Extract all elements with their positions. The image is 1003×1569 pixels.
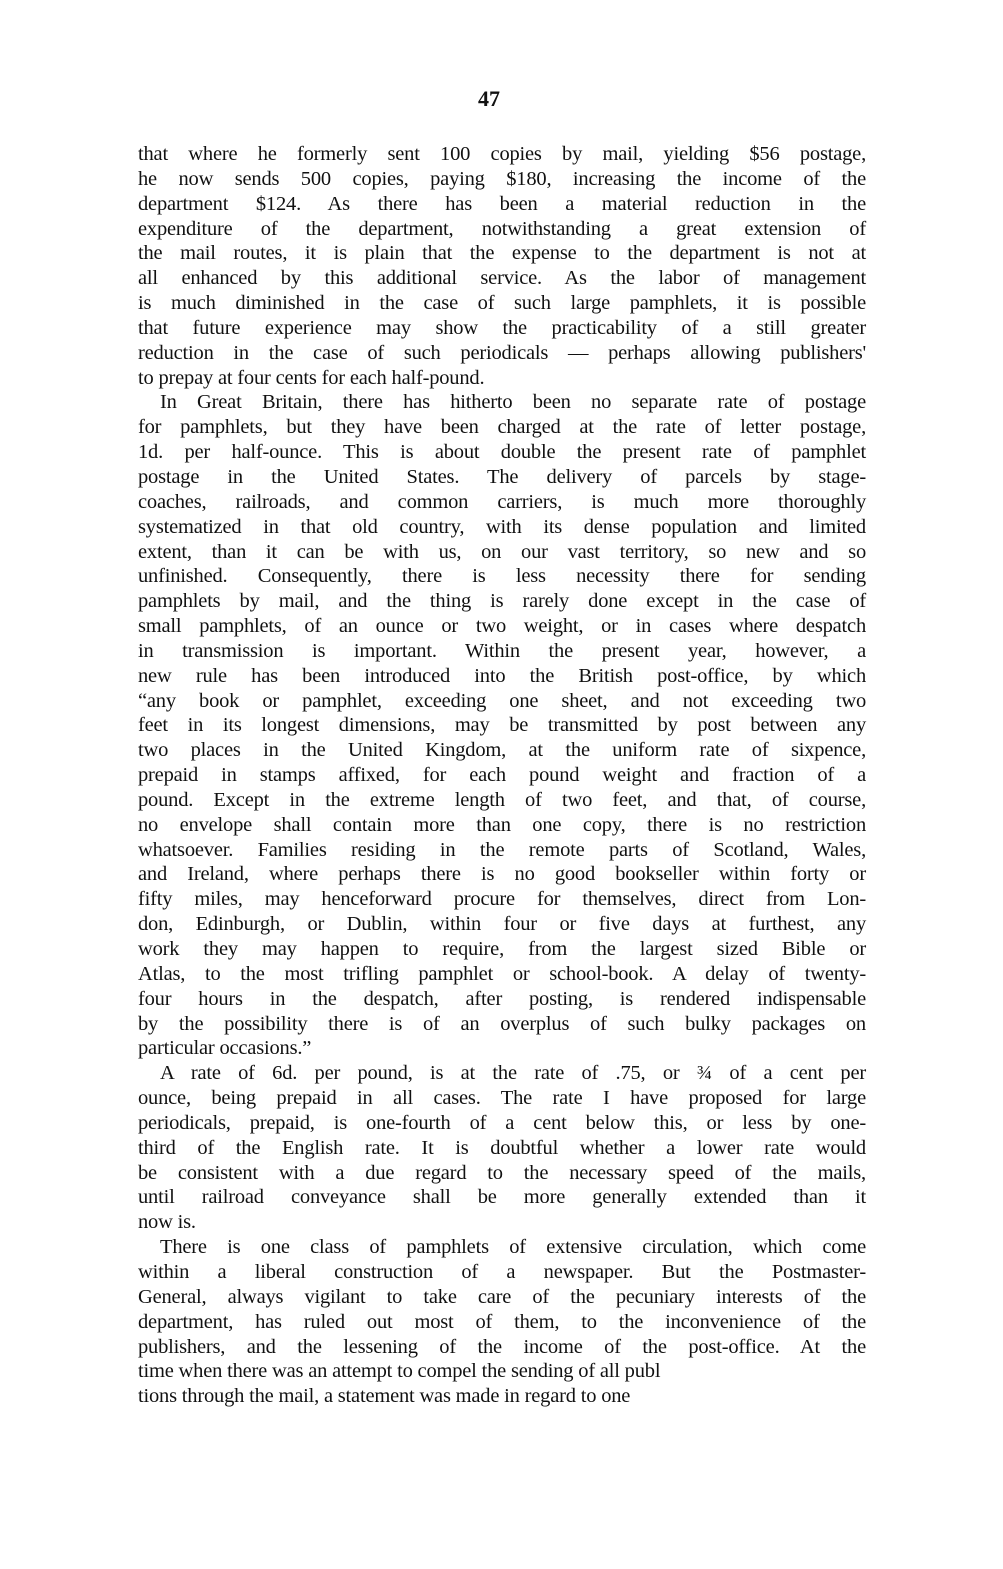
text-line: department, has ruled out most of them, to the inconvenience of the [138,1310,866,1333]
text-line: postage in the United States. The delivery of parcels by stage- [138,465,866,488]
paragraph [138,1061,866,1235]
body-text [138,142,866,1409]
text-line: two places in the United Kingdom, at the uniform rate of sixpence, [138,739,866,762]
text-line: 1d. per half-ounce. This is about double the present rate of pamphlet [138,441,866,464]
text-line: within a liberal construction of a newspaper. But the Postmaster- [138,1260,866,1283]
page-number: 47 [478,86,500,111]
text-line: coaches, railroads, and common carriers, is much more thoroughly [138,490,866,513]
text-line: now is. [138,1211,196,1234]
text-line: fifty miles, may henceforward procure for themselves, direct from Lon- [138,888,866,911]
text-line: There is one class of pamphlets of extensive circulation, which come [160,1236,866,1259]
text-line: third of the English rate. It is doubtful whether a lower rate would [138,1136,866,1159]
text-line: pound. Except in the extreme length of two feet, and that, of course, [138,788,866,811]
text-line: whatsoever. Families residing in the remote parts of Scotland, Wales, [138,838,866,861]
text-line: by the possibility there is of an overplus of such bulky packages on [138,1012,866,1035]
text-line: to prepay at four cents for each half-pound. [138,366,485,389]
paragraph [138,142,866,390]
text-line: publishers, and the lessening of the income of the post-office. At the [138,1335,866,1358]
text-line: A rate of 6d. per pound, is at the rate of .75, or ¾ of a cent per [160,1062,866,1085]
text-line: particular occasions.” [138,1037,312,1060]
text-line: work they may happen to require, from the largest sized Bible or [138,938,866,960]
text-line: small pamphlets, of an ounce or two weight, or in cases where despatch [138,615,866,638]
text-line: “any book or pamphlet, exceeding one sheet, and not exceeding two [138,689,866,712]
text-line: four hours in the despatch, after posting, is rendered indispensable [138,987,866,1010]
text-line: all enhanced by this additional service. As the labor of management [138,267,866,290]
text-line: in transmission is important. Within the present year, however, a [138,639,866,662]
text-line: ounce, being prepaid in all cases. The rate I have proposed for large [138,1087,866,1110]
text-line: department $124. As there has been a material reduction in the [138,192,866,215]
text-line: that future experience may show the practicability of a still greater [138,316,866,339]
text-line: reduction in the case of such periodicals — perhaps allowing publishers' [138,341,866,364]
text-line: the mail routes, it is plain that the expense to the department is not at [138,242,866,265]
text-line: time when there was an attempt to compel the sending of all publ [138,1360,661,1383]
text-line: new rule has been introduced into the British post-office, by which [138,664,866,687]
text-line: In Great Britain, there has hitherto been no separate rate of postage [160,391,866,414]
text-line: be consistent with a due regard to the necessary speed of the mails, [138,1161,866,1184]
text-line: systematized in that old country, with its dense population and limited [138,515,866,538]
text-line: and Ireland, where perhaps there is no good bookseller within forty or [138,863,866,886]
text-line: don, Edinburgh, or Dublin, within four or five days at furthest, any [138,913,866,936]
text-line: expenditure of the department, notwithstanding a great extension of [138,217,866,240]
paragraph [138,390,866,1061]
text-line: for pamphlets, but they have been charged at the rate of letter postage, [138,416,866,439]
text-line: is much diminished in the case of such large pamphlets, it is possible [138,292,866,315]
paragraph [138,1235,866,1409]
text-line: feet in its longest dimensions, may be transmitted by post between any [138,714,866,737]
text-line: periodicals, prepaid, is one-fourth of a cent below this, or less by one- [138,1111,866,1134]
text-line: until railroad conveyance shall be more generally extended than it [138,1186,866,1209]
text-line: no envelope shall contain more than one copy, there is no restriction [138,813,866,836]
text-line: extent, than it can be with us, on our vast territory, so new and so [138,540,866,563]
text-line: Atlas, to the most trifling pamphlet or school-book. A delay of twenty- [138,962,866,985]
text-line: that where he formerly sent 100 copies by mail, yielding $56 postage, [138,143,866,165]
text-line: he now sends 500 copies, paying $180, increasing the income of the [138,167,866,190]
text-line: prepaid in stamps affixed, for each pound weight and fraction of a [138,764,866,787]
text-line: unfinished. Consequently, there is less necessity there for sending [138,565,866,588]
text-line: General, always vigilant to take care of the pecuniary interests of the [138,1285,866,1308]
text-line: pamphlets by mail, and the thing is rarely done except in the case of [138,590,866,613]
text-line: tions through the mail, a statement was made in regard to one [138,1385,631,1408]
